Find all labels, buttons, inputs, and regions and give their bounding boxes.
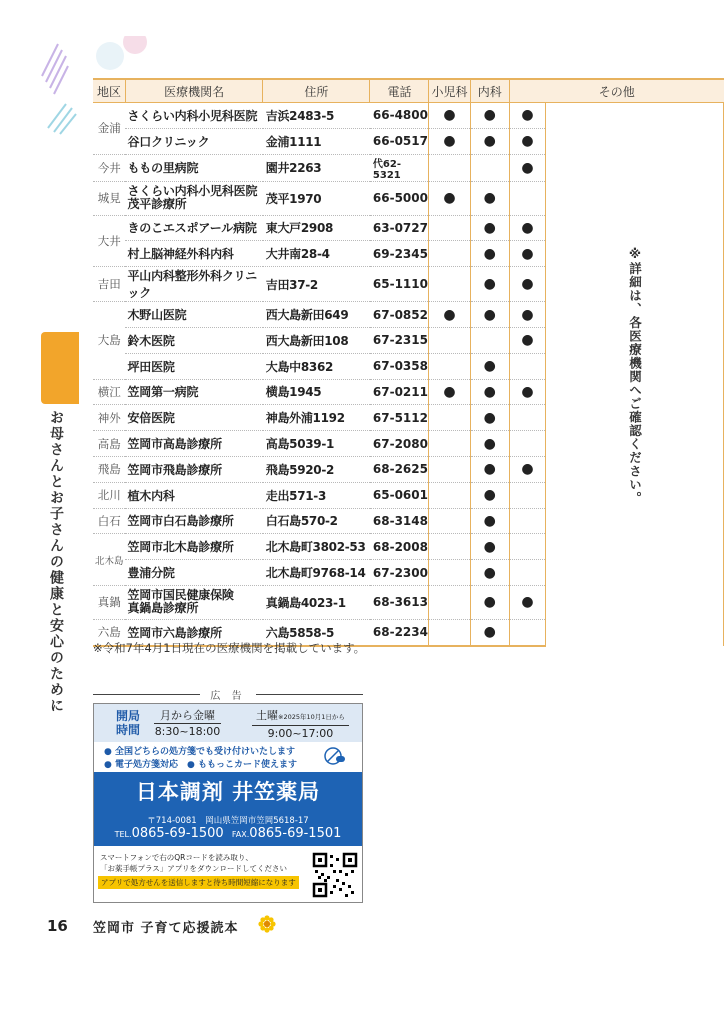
- other-cell: ●: [509, 103, 545, 129]
- institution-name: [125, 267, 262, 302]
- other-cell: [509, 405, 545, 431]
- internal-cell: ●: [470, 431, 509, 457]
- district-cell: 飛島: [93, 456, 125, 482]
- internal-cell: ●: [470, 241, 509, 267]
- institution-name-line: 豊浦分院: [127, 566, 175, 581]
- address-cell: 真鍋島4023-1: [263, 585, 370, 619]
- tel-cell: 68-2008: [370, 534, 429, 560]
- medical-institution-table: [93, 78, 724, 647]
- chapter-tab: [41, 332, 79, 404]
- district-cell: 白石: [93, 508, 125, 534]
- tel-cell: 68-3613: [370, 585, 429, 619]
- tel-label: TEL.: [114, 830, 132, 839]
- tel-cell: 代62-5321: [370, 154, 429, 181]
- other-cell: [509, 181, 545, 215]
- address-cell: 西大島新田108: [263, 327, 370, 353]
- institution-name-line: 笠岡市国民健康保険: [127, 588, 234, 603]
- pediatrics-cell: [429, 619, 470, 645]
- address-cell: 吉浜2483-5: [263, 103, 370, 129]
- district-cell: 高島: [93, 431, 125, 457]
- institution-name: [125, 482, 262, 508]
- pediatrics-cell: [429, 482, 470, 508]
- page-number: 16: [47, 917, 68, 935]
- other-cell: ●: [509, 241, 545, 267]
- institution-name-line: ももの里病院: [127, 161, 199, 176]
- institution-name-line: さくらい内科小児科医院: [127, 108, 258, 123]
- table-row: [93, 103, 724, 129]
- ad-open-label-1: 開局: [116, 709, 141, 723]
- pediatrics-cell: [429, 534, 470, 560]
- tel-cell: 67-5112: [370, 405, 429, 431]
- other-cell: [509, 619, 545, 645]
- address-cell: 大島中8362: [263, 353, 370, 379]
- other-cell: ●: [509, 267, 545, 302]
- other-cell: ●: [509, 327, 545, 353]
- internal-cell: ●: [470, 508, 509, 534]
- pediatrics-cell: [429, 585, 470, 619]
- institution-name: [125, 534, 262, 560]
- header-district: 地区: [93, 79, 125, 103]
- internal-cell: ●: [470, 560, 509, 586]
- ad-header-label: 広 告: [210, 691, 246, 702]
- other-cell: ●: [509, 128, 545, 154]
- institution-name-line: 平山内科整形外科クリニック: [127, 269, 258, 301]
- tel-cell: 66-5000: [370, 181, 429, 215]
- tel-cell: 63-0727: [370, 215, 429, 241]
- internal-cell: ●: [470, 302, 509, 328]
- institution-name: [125, 327, 262, 353]
- institution-name: [125, 379, 262, 405]
- ad-open-label: [116, 709, 140, 737]
- institution-name: [125, 508, 262, 534]
- pediatrics-cell: [429, 267, 470, 302]
- institution-name-line: 笠岡市飛島診療所: [127, 462, 222, 477]
- header-name: 医療機関名: [125, 79, 262, 103]
- tel-cell: 66-0517: [370, 128, 429, 154]
- tel-cell: 67-0852: [370, 302, 429, 328]
- district-cell: 大井: [93, 215, 125, 267]
- pharmacy-ad: [93, 703, 363, 903]
- internal-cell: ●: [470, 534, 509, 560]
- address-cell: 吉田37-2: [263, 267, 370, 302]
- book-title: 笠岡市 子育て応援読本: [93, 921, 239, 936]
- address-cell: 走出571-3: [263, 482, 370, 508]
- flower-icon: [258, 915, 276, 933]
- institution-name: [125, 456, 262, 482]
- institution-name-line: 植木内科: [127, 488, 175, 503]
- tel-cell: 68-2234: [370, 619, 429, 645]
- header-tel: 電話: [370, 79, 429, 103]
- tel-cell: 65-1110: [370, 267, 429, 302]
- qr-code-icon[interactable]: [312, 852, 358, 898]
- internal-cell: ●: [470, 353, 509, 379]
- pediatrics-cell: [429, 431, 470, 457]
- address-cell: 東大戸2908: [263, 215, 370, 241]
- pharmacy-tel: 0865-69-1500: [131, 826, 224, 841]
- institution-name: [125, 154, 262, 181]
- ad-bullet-2: ● 電子処方箋対応 ● ももっこカード使えます: [104, 760, 297, 770]
- pediatrics-cell: [429, 241, 470, 267]
- district-cell: 吉田: [93, 267, 125, 302]
- address-cell: 北木島町9768-14: [263, 560, 370, 586]
- institution-name: [125, 302, 262, 328]
- address-cell: 横島1945: [263, 379, 370, 405]
- other-cell: ●: [509, 456, 545, 482]
- ad-saturday: [252, 708, 349, 741]
- pediatrics-cell: [429, 327, 470, 353]
- ad-weekday-label: 月から金曜: [154, 708, 221, 724]
- internal-cell: ●: [470, 482, 509, 508]
- pediatrics-cell: ●: [429, 103, 470, 129]
- internal-cell: ●: [470, 181, 509, 215]
- pediatrics-cell: [429, 560, 470, 586]
- internal-cell: ●: [470, 128, 509, 154]
- chapter-title: お母さんとお子さんの健康と安心のために: [48, 410, 64, 714]
- ad-weekday-hours: 8:30~18:00: [154, 725, 221, 738]
- other-cell: ●: [509, 379, 545, 405]
- district-cell: 北川: [93, 482, 125, 508]
- pediatrics-cell: ●: [429, 302, 470, 328]
- ad-header: [93, 687, 363, 702]
- internal-cell: ●: [470, 405, 509, 431]
- institution-name-line: 笠岡市六島診療所: [127, 625, 222, 640]
- ad-bullet-1: ● 全国どちらの処方箋でも受け付けいたします: [104, 747, 295, 757]
- address-cell: 茂平1970: [263, 181, 370, 215]
- district-cell: 城見: [93, 181, 125, 215]
- address-cell: 大井南28-4: [263, 241, 370, 267]
- tel-cell: 66-4800: [370, 103, 429, 129]
- tel-cell: 67-0358: [370, 353, 429, 379]
- app-note: アプリで処方せんを送信しますと待ち時間短縮になります: [98, 876, 299, 889]
- ad-weekday: [154, 708, 221, 739]
- ad-saturday-label-wrap: [252, 708, 349, 726]
- district-cell: 北木島: [93, 534, 125, 586]
- header-address: 住所: [263, 79, 370, 103]
- district-cell: 今井: [93, 154, 125, 181]
- institution-name-line: 安倍医院: [127, 411, 175, 426]
- internal-cell: ●: [470, 456, 509, 482]
- institution-name: [125, 215, 262, 241]
- district-cell: 横江: [93, 379, 125, 405]
- pharmacy-fax: 0865-69-1501: [249, 826, 342, 841]
- other-cell: [509, 534, 545, 560]
- address-cell: 西大島新田649: [263, 302, 370, 328]
- institution-name-line: きのこエスポアール病院: [127, 221, 257, 236]
- header-other: その他: [509, 79, 723, 103]
- internal-cell: [470, 154, 509, 181]
- address-cell: 六島5858-5: [263, 619, 370, 645]
- internal-cell: ●: [470, 619, 509, 645]
- table-header: [93, 79, 724, 103]
- pediatrics-cell: ●: [429, 128, 470, 154]
- other-cell: ●: [509, 585, 545, 619]
- tel-cell: 69-2345: [370, 241, 429, 267]
- other-cell: [509, 431, 545, 457]
- address-cell: 白石島570-2: [263, 508, 370, 534]
- institution-name-line: 木野山医院: [127, 308, 187, 323]
- institution-name: [125, 103, 262, 129]
- ad-saturday-hours: 9:00~17:00: [267, 727, 334, 740]
- qr-text-2: 「お薬手帳プラス」アプリをダウンロードしてください: [100, 864, 287, 873]
- other-cell: ●: [509, 154, 545, 181]
- pharmacy-name: 日本調剤 井笠薬局: [135, 780, 321, 804]
- institution-name: [125, 560, 262, 586]
- district-cell: 真鍋: [93, 585, 125, 619]
- address-cell: 北木島町3802-53: [263, 534, 370, 560]
- pediatrics-cell: ●: [429, 181, 470, 215]
- institution-name-line-2: 茂平診療所: [127, 197, 187, 212]
- institution-name-line: 笠岡市白石島診療所: [127, 514, 234, 529]
- fax-label: FAX.: [231, 830, 250, 839]
- pediatrics-cell: [429, 456, 470, 482]
- district-cell: 六島: [93, 619, 125, 645]
- side-note: ※詳細は、各医療機関へご確認ください。: [627, 246, 643, 506]
- pediatrics-cell: [429, 405, 470, 431]
- district-cell: 金浦: [93, 103, 125, 155]
- institution-name-line: 笠岡第一病院: [127, 385, 199, 400]
- internal-cell: ●: [470, 379, 509, 405]
- institution-name: [125, 431, 262, 457]
- internal-cell: ●: [470, 103, 509, 129]
- tel-cell: 67-0211: [370, 379, 429, 405]
- address-cell: 金浦1111: [263, 128, 370, 154]
- address-cell: 神島外浦1192: [263, 405, 370, 431]
- tel-cell: 67-2080: [370, 431, 429, 457]
- tel-cell: 68-2625: [370, 456, 429, 482]
- internal-cell: ●: [470, 585, 509, 619]
- internal-cell: ●: [470, 267, 509, 302]
- tel-cell: 67-2315: [370, 327, 429, 353]
- other-cell: [509, 353, 545, 379]
- pharmacy-address: 〒714-0081 岡山県笠岡市笠岡5618-17: [147, 816, 309, 826]
- institution-name-line: 坪田医院: [127, 359, 175, 374]
- other-cell: ●: [509, 302, 545, 328]
- qr-text-1: スマートフォンで右のQRコードを読み取り、: [100, 853, 253, 862]
- institution-name: [125, 585, 262, 619]
- institution-name: [125, 181, 262, 215]
- district-cell: 大島: [93, 302, 125, 379]
- institution-name: [125, 241, 262, 267]
- tel-cell: 65-0601: [370, 482, 429, 508]
- ad-open-label-2: 時間: [116, 723, 141, 737]
- ad-saturday-note: ※2025年10月1日から: [278, 713, 345, 721]
- header-internal: 内科: [470, 79, 509, 103]
- institution-name-line: 村上脳神経外科内科: [127, 247, 234, 262]
- institution-name-line: 笠岡市高島診療所: [127, 437, 222, 452]
- institution-name: [125, 405, 262, 431]
- other-cell: [509, 560, 545, 586]
- pill-icon: [324, 744, 346, 766]
- side-note-cell: [545, 103, 723, 646]
- institution-name-line: 鈴木医院: [127, 333, 175, 348]
- footnote: ※令和7年4月1日現在の医療機関を掲載しています。: [93, 641, 366, 655]
- address-cell: 飛島5920-2: [263, 456, 370, 482]
- institution-name: [125, 353, 262, 379]
- institution-name-line-2: 真鍋島診療所: [127, 601, 199, 616]
- pediatrics-cell: [429, 353, 470, 379]
- other-cell: ●: [509, 215, 545, 241]
- internal-cell: ●: [470, 215, 509, 241]
- district-cell: 神外: [93, 405, 125, 431]
- ad-saturday-label: 土曜: [256, 709, 278, 722]
- institution-name-line: さくらい内科小児科医院: [127, 184, 258, 199]
- tel-cell: 68-3148: [370, 508, 429, 534]
- pediatrics-cell: [429, 508, 470, 534]
- pharmacy-contact: [94, 826, 362, 846]
- internal-cell: [470, 327, 509, 353]
- other-cell: [509, 508, 545, 534]
- address-cell: 園井2263: [263, 154, 370, 181]
- pediatrics-cell: ●: [429, 379, 470, 405]
- other-cell: [509, 482, 545, 508]
- pediatrics-cell: [429, 154, 470, 181]
- institution-name: [125, 128, 262, 154]
- institution-name-line: 谷口クリニック: [127, 134, 210, 149]
- address-cell: 高島5039-1: [263, 431, 370, 457]
- qr-instructions: [100, 852, 287, 874]
- header-pediatrics: 小児科: [429, 79, 470, 103]
- institution-name-line: 笠岡市北木島診療所: [127, 540, 234, 555]
- pediatrics-cell: [429, 215, 470, 241]
- tel-cell: 67-2300: [370, 560, 429, 586]
